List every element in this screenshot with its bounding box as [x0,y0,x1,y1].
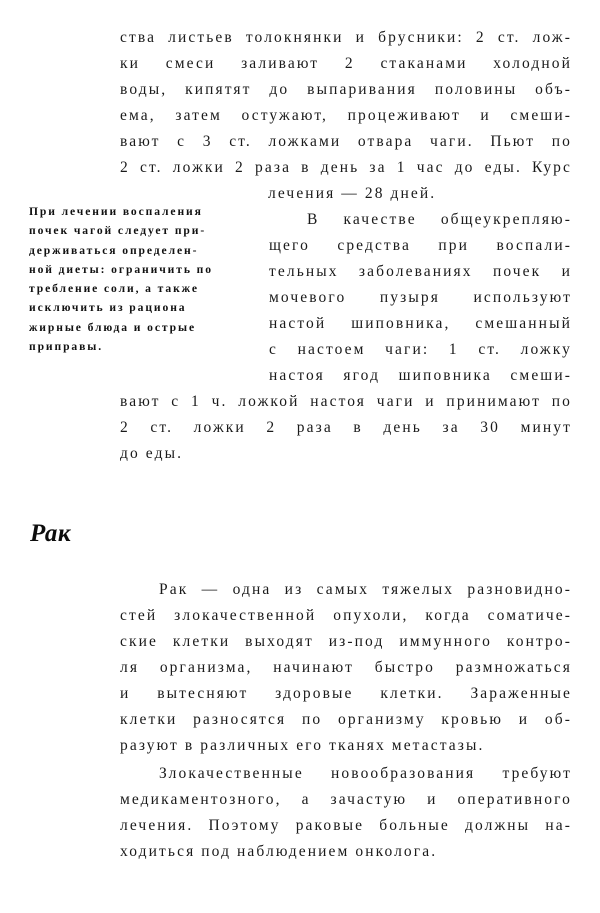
sidebar-note-line: почек чагой следует при- [29,224,207,238]
text-line: мочевого пузыря используют [269,289,572,306]
sidebar-note-line: держиваться определен- [29,243,199,257]
text-line: ходиться под наблюдением онколога. [120,843,438,860]
text-line: ки смеси заливают 2 стаканами холодной [120,55,572,72]
text-line: ства листьев толокнянки и брусники: 2 ст. лож- [120,29,572,46]
text-line: воды, кипятят до выпаривания половины объ- [120,81,572,98]
text-line: ля организма, начинают быстро размножаться [120,659,572,676]
text-line: Рак — одна из самых тяжелых разновидно- [159,581,572,598]
text-line: настой шиповника, смешанный [269,315,572,332]
text-line: щего средства при воспали- [269,237,572,254]
text-line: тельных заболеваниях почек и [269,263,572,280]
sidebar-note [29,202,251,356]
text-line: Злокачественные новообразования требуют [159,765,572,782]
text-line: стей злокачественной опухоли, когда соматиче- [120,607,572,624]
text-line: медикаментозного, а зачастую и оперативного [120,791,572,808]
text-line: до еды. [120,445,184,462]
text-line: и вытесняют здоровые клетки. Зараженные [120,685,572,702]
text-line: лечения — 28 дней. [268,185,437,202]
sidebar-note-line: При лечении воспаления [29,205,203,218]
text-line: с настоем чаги: 1 ст. ложку [269,341,572,358]
text-line: В качестве общеукрепляю- [307,211,572,228]
sidebar-note-line: приправы. [29,340,104,354]
text-line: 2 ст. ложки 2 раза в день за 30 минут [120,419,572,436]
sidebar-note-line: жирные блюда и острые [29,320,196,334]
text-line: вают с 3 ст. ложками отвара чаги. Пьют по [120,133,572,150]
text-line: ские клетки выходят из-под иммунного контро- [120,633,572,650]
text-line: вают с 1 ч. ложкой настоя чаги и принимают по [120,393,572,410]
text-line: настоя ягод шиповника смеши- [269,367,572,384]
text-line: клетки разносятся по организму кровью и об- [120,711,572,728]
sidebar-note-line: исключить из рациона [29,301,187,315]
text-line: лечения. Поэтому раковые больные должны на- [120,817,572,834]
sidebar-note-line: ной диеты: ограничить по [29,262,213,276]
text-line: 2 ст. ложки 2 раза в день за 1 час до еды. Курс [120,159,572,176]
sidebar-note-line: требление соли, а также [29,282,199,296]
text-line: ема, затем остужают, процеживают и смеши- [120,107,572,124]
text-line: разуют в различных его тканях метастазы. [120,737,485,754]
section-heading: Рак [30,520,71,547]
